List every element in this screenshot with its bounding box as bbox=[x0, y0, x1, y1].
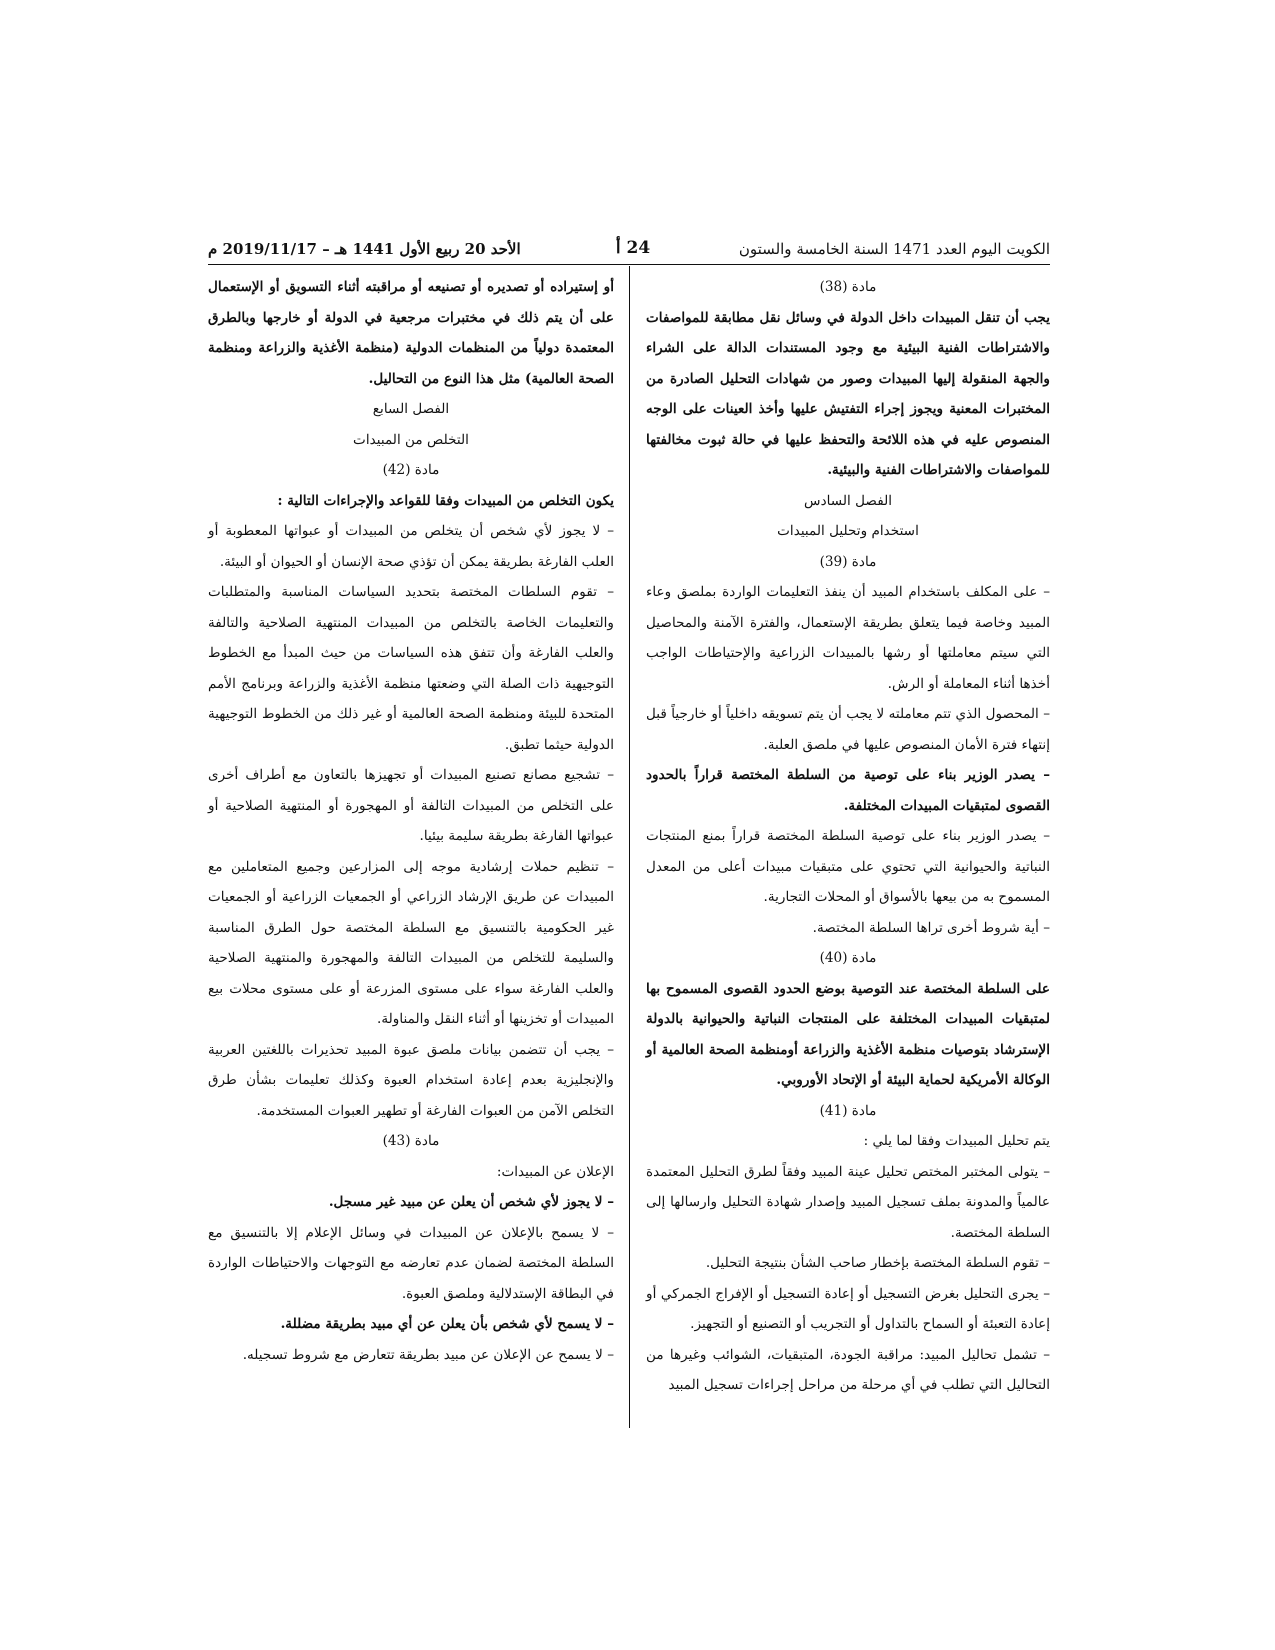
paragraph: الإعلان عن المبيدات: bbox=[496, 1163, 614, 1180]
paragraph: – يجب أن تتضمن بيانات ملصق عبوة المبيد تحذيرات باللغتين العربية والإنجليزية بعدم إعادة استخدام العبوة وكذلك تعليمات بشأن طرق التخلص الآمن من العبوات الفارغة أو تطهير العبوات المستخدمة. bbox=[208, 1041, 614, 1119]
article-heading: مادة (38) bbox=[819, 279, 877, 295]
header-issue-info: الكويت اليوم العدد 1471 السنة الخامسة والستون bbox=[738, 240, 1050, 258]
paragraph: – يصدر الوزير بناء على توصية من السلطة المختصة قراراً بالحدود القصوى لمتبقيات المبيدات المختلفة. bbox=[646, 767, 1050, 814]
column-divider bbox=[629, 266, 630, 1428]
chapter-heading: استخدام وتحليل المبيدات bbox=[777, 523, 919, 539]
paragraph: – يصدر الوزير بناء على توصية السلطة المختصة قراراً بمنع المنتجات النباتية والحيوانية التي تحتوي على متبقيات مبيدات أعلى من المعدل المسموح به من بيعها بالأسواق أو المحلات التجارية. bbox=[646, 828, 1050, 905]
header-date: الأحد 20 ربيع الأول 1441 هـ – 2019/11/17 م bbox=[208, 240, 521, 258]
paragraph: – لا يسمح عن الإعلان عن مبيد بطريقة تتعارض مع شروط تسجيله. bbox=[242, 1346, 614, 1363]
article-heading: مادة (41) bbox=[819, 1102, 877, 1119]
paragraph: – أية شروط أخرى تراها السلطة المختصة. bbox=[812, 919, 1050, 936]
paragraph: – تقوم السلطات المختصة بتحديد السياسات المناسبة والمتطلبات والتعليمات الخاصة بالتخلص من المبيدات المنتهية الصلاحية والتالفة والعلب الفارغة وأن تتفق هذه السياسات من حيث المبدأ مع الخطوط التوجيهية ذات الصلة التي وضعتها منظمة الأغذية والزراعة وبرنامج الأمم المتحدة للبيئة ومنظمة الصحة العالمية أو غير ذلك من الخطوط التوجيهية الدولية حيثما تطبق. bbox=[208, 584, 614, 753]
right-column bbox=[646, 272, 1050, 1401]
paragraph: – تنظيم حملات إرشادية موجه إلى المزارعين وجميع المتعاملين مع المبيدات عن طريق الإرشاد الزراعي أو الجمعيات الزراعية أو الجمعيات غير الحكومية بالتنسيق مع السلطة المختصة حول الطرق المناسبة والسليمة للتخلص من المبيدات التالفة والمهجورة والمنتهية الصلاحية والعلب الفارغة سواء على مستوى المزرعة أو على مستوى محلات بيع المبيدات أو تخزينها أو أثناء النقل والمناولة. bbox=[208, 858, 614, 1027]
paragraph: – تقوم السلطة المختصة بإخطار صاحب الشأن بنتيجة التحليل. bbox=[705, 1255, 1050, 1271]
paragraph: – تشمل تحاليل المبيد: مراقبة الجودة، المتبقيات، الشوائب وغيرها من التحاليل التي تطلب في أي مرحلة من مراحل إجراءات تسجيل المبيد bbox=[646, 1346, 1050, 1393]
paragraph: – يجرى التحليل بغرض التسجيل أو إعادة التسجيل أو الإفراج الجمركي أو إعادة التعبئة أو السماح بالتداول أو التجريب أو التصنيع أو التجهيز. bbox=[646, 1285, 1050, 1332]
page-header bbox=[208, 236, 1050, 266]
article-heading: مادة (40) bbox=[819, 950, 877, 966]
paragraph: – لا يجوز لأي شخص أن يتخلص من المبيدات أو عبواتها المعطوبة أو العلب الفارغة بطريقة يمكن أن تؤذي صحة الإنسان أو الحيوان أو البيئة. bbox=[208, 523, 614, 570]
paragraph: – تشجيع مصانع تصنيع المبيدات أو تجهيزها بالتعاون مع أطراف أخرى على التخلص من المبيدات التالفة أو المهجورة أو المنتهية الصلاحية أو عبواتها الفارغة بطريقة سليمة بيئيا. bbox=[208, 767, 614, 844]
paragraph: – لا يجوز لأي شخص أن يعلن عن مبيد غير مسجل. bbox=[328, 1194, 614, 1210]
chapter-heading: الفصل السابع bbox=[372, 401, 450, 417]
paragraph: يجب أن تنقل المبيدات داخل الدولة في وسائل نقل مطابقة للمواصفات والاشتراطات الفنية البيئية مع وجود المستندات الدالة على الشراء والجهة المنقولة إليها المبيدات وصور من شهادات التحليل الصادرة من المختبرات المعنية ويجوز إجراء التفتيش عليها وأخذ العينات على الوجه المنصوص عليه في هذه اللائحة والتحفظ عليها في حالة ثبوت مخالفتها للمواصفات والاشتراطات الفنية والبيئية. bbox=[646, 309, 1050, 478]
paragraph: على السلطة المختصة عند التوصية بوضع الحدود القصوى المسموح بها لمتبقيات المبيدات المختلفة على المنتجات النباتية والحيوانية بالدولة الإسترشاد بتوصيات منظمة الأغذية والزراعة أومنظمة الصحة العالمية أو الوكالة الأمريكية لحماية البيئة أو الإتحاد الأوروبي. bbox=[646, 980, 1050, 1088]
chapter-heading: الفصل السادس bbox=[803, 492, 893, 509]
paragraph: – على المكلف باستخدام المبيد أن ينفذ التعليمات الواردة بملصق وعاء المبيد وخاصة فيما يتعلق بطريقة الإستعمال، والفترة الآمنة والمحاصيل التي سيتم معاملتها أو رشها بالمبيدات الزراعية والإحتياطات الواجب أخذها أثناء المعاملة أو الرش. bbox=[646, 584, 1050, 692]
left-column bbox=[208, 272, 614, 1370]
header-rule bbox=[208, 264, 1050, 265]
chapter-heading: التخلص من المبيدات bbox=[353, 431, 469, 448]
article-heading: مادة (42) bbox=[382, 462, 440, 478]
article-heading: مادة (43) bbox=[382, 1133, 440, 1149]
article-heading: مادة (39) bbox=[819, 553, 877, 570]
paragraph: – لا يسمح لأي شخص بأن يعلن عن أي مبيد بطريقة مضللة. bbox=[280, 1316, 614, 1332]
page-number: 24 أ bbox=[615, 238, 651, 258]
paragraph: يتم تحليل المبيدات وفقا لما يلي : bbox=[863, 1133, 1050, 1149]
paragraph: – المحصول الذي تتم معاملته لا يجب أن يتم تسويقه داخلياً أو خارجياً قبل إنتهاء فترة الأمان المنصوص عليها في ملصق العلبة. bbox=[646, 706, 1050, 753]
paragraph: أو إستيراده أو تصديره أو تصنيعه أو مراقبته أثناء التسويق أو الإستعمال على أن يتم ذلك في مختبرات مرجعية في الدولة أو خارجها وبالطرق المعتمدة دولياً من المنظمات الدولية (منظمة الأغذية والزراعة ومنظمة الصحة العالمية) مثل هذا النوع من التحاليل. bbox=[208, 279, 614, 387]
paragraph: يكون التخلص من المبيدات وفقا للقواعد والإجراءات التالية : bbox=[277, 492, 614, 509]
paragraph: – لا يسمح بالإعلان عن المبيدات في وسائل الإعلام إلا بالتنسيق مع السلطة المختصة لضمان عدم تعارضه مع التوجهات والاحتياطات الواردة في البطاقة الإستدلالية وملصق العبوة. bbox=[208, 1224, 614, 1302]
paragraph: – يتولى المختبر المختص تحليل عينة المبيد وفقاً لطرق التحليل المعتمدة عالمياً والمدونة بملف تسجيل المبيد وإصدار شهادة التحليل وارسالها إلى السلطة المختصة. bbox=[646, 1163, 1050, 1241]
